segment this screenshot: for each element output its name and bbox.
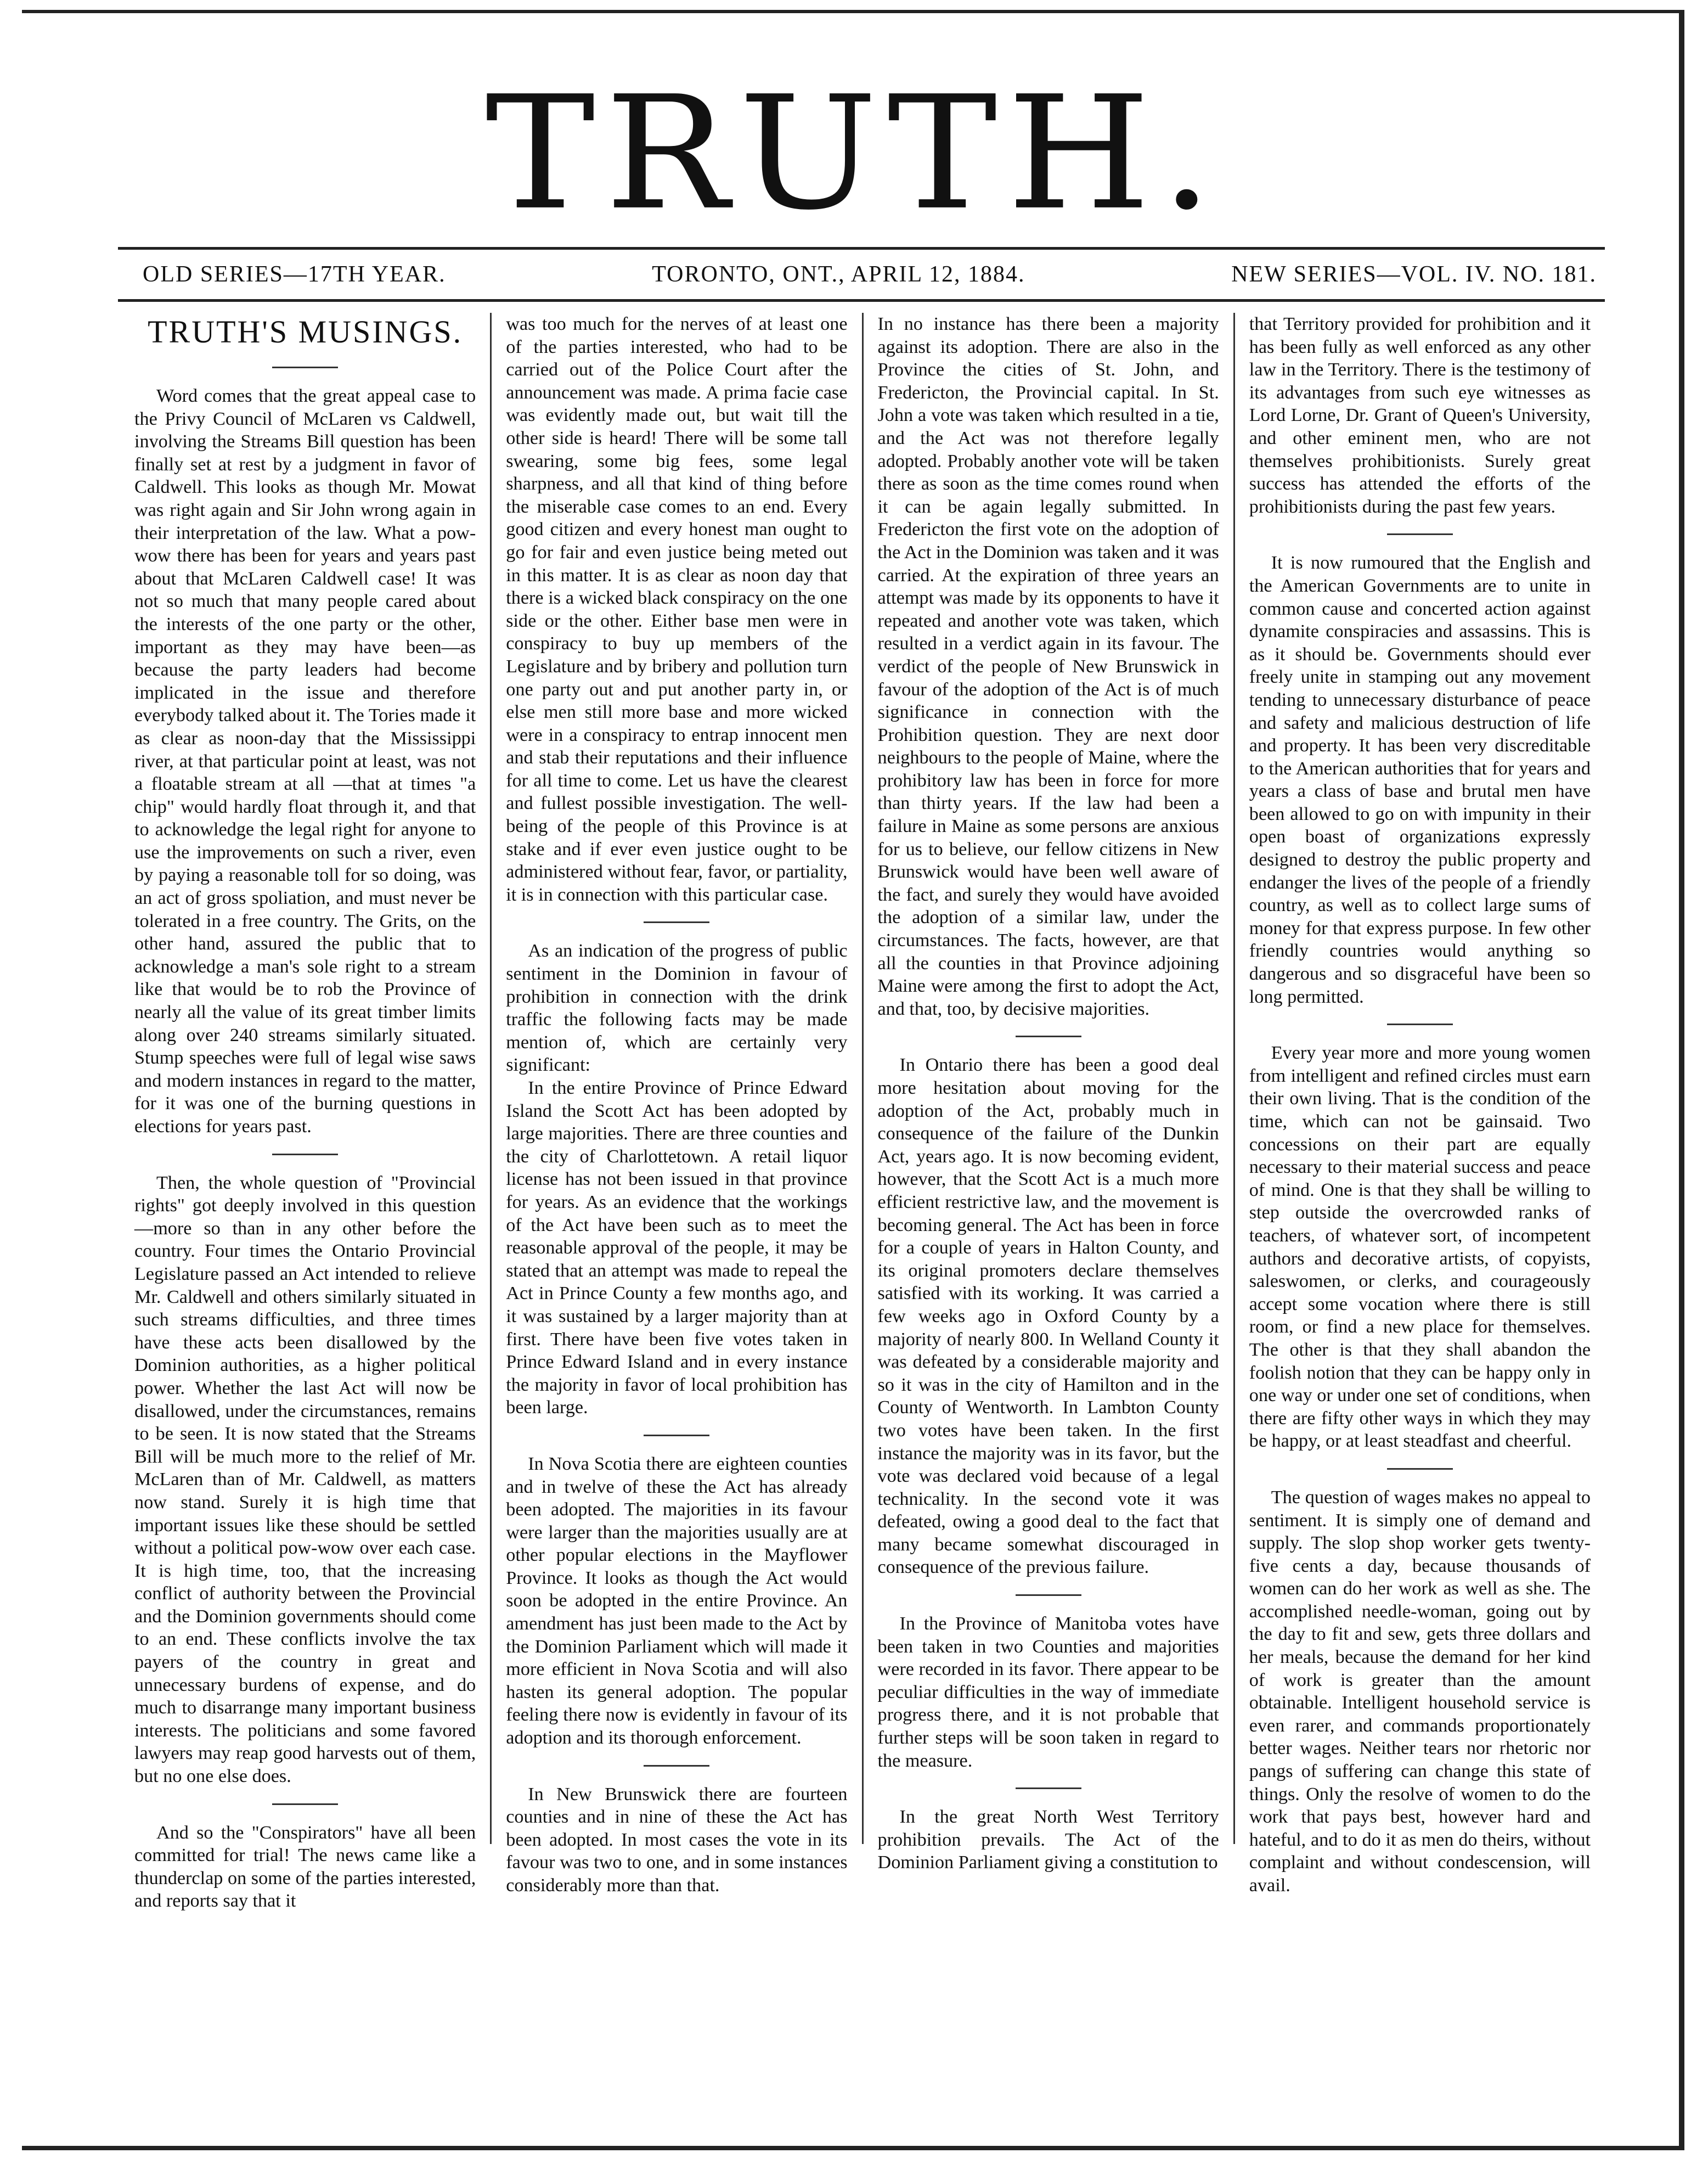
divider: [644, 1765, 709, 1767]
section-heading: TRUTH'S MUSINGS.: [148, 314, 463, 350]
divider: [272, 1803, 338, 1805]
article-paragraph: The question of wages makes no appeal to sentiment. It is simply one of demand and supply. The slop shop worker gets twenty-five cents a day, because thousands of women can do her work as well as she. The accomplished needle-woman, going out by the day to fit and sew, gets three dollars and her meals, because the demand for her kind of work is greater than the amount obtainable. Intelligent household service is even rarer, and commands proportionately better wages. Neither tears nor rhetoric nor pangs of suffering can change this state of things. Only the resolve of women to do the work that pays best, however hard and hateful, and to do it as men do theirs, without complaint and without condescension, will avail.: [1249, 1487, 1591, 1896]
article-paragraph: In the Province of Manitoba votes have been taken in two Counties and majorities were recorded in its favor. There appear to be peculiar difficulties in the way of immediate progress there, and it is not probable that further steps will be soon taken in regard to the measure.: [877, 1614, 1219, 1771]
column-1: [118, 313, 490, 1912]
divider: [1016, 1036, 1081, 1037]
article-paragraph: Word comes that the great appeal case to the Privy Council of McLaren vs Caldwell, involving the Streams Bill question has been finally set at rest by a judgment in favor of Caldwell. This looks as though Mr. Mowat was right again and Sir John wrong again in their interpretation of the law. What a pow-wow there has been for years and years past about that McLaren Caldwell case! It was not so much that many people cared about the interests of the one party or the other, important as they may have been—as because the party leaders had become implicated in the issue and therefore everybody talked about it. The Tories made it as clear as noon-day that the Mississippi river, at that particular point at least, was not a floatable stream at all —that at times "a chip" would hardly float through it, and that to acknowledge the legal right for anyone to use the improvements on such a river, even by paying a reasonable toll for so doing, was an act of gross spoliation, and must never be tolerated in a free country. The Grits, on the other hand, assured the public that to acknowledge a man's sole right to a stream like that would be to rob the Province of nearly all the value of its great timber limits along over 240 streams similarly situated. Stump speeches were full of legal wise saws and modern instances in regard to the matter, for it was one of the burning questions in elections for years past.: [134, 386, 476, 1137]
new-series-label: NEW SERIES—VOL. IV. NO. 181.: [1231, 262, 1597, 287]
masthead: [0, 62, 1708, 245]
article-paragraph: In Ontario there has been a good deal more hesitation about moving for the adoption of the Act, probably much in consequence of the failure of the Dunkin Act, years ago. It is now becoming evident, however, that the Scott Act is a much more efficient restrictive law, and the movement is becoming general. The Act has been in force for a couple of years in Halton County, and its original promoters declare themselves satisfied with its working. It was carried a few weeks ago in Oxford County by a majority of nearly 800. In Welland County it was defeated by a considerable majority and so it was in the city of Hamilton and in the County of Wentworth. In Lambton County two votes have been taken. In the first instance the majority was in its favor, but the vote was declared void because of a legal technicality. In the second vote it was defeated, owing a good deal to the fact that many became somewhat discouraged in consequence of the previous failure.: [877, 1055, 1219, 1578]
divider: [644, 1435, 709, 1436]
article-paragraph: In the entire Province of Prince Edward Island the Scott Act has been adopted by large majorities. There are three counties and the city of Charlottetown. A retail liquor license has not been issued in that province for years. As an evidence that the workings of the Act have been such as to meet the reasonable approval of the people, it may be stated that an attempt was made to repeal the Act in Prince County a few months ago, and it was sustained by a larger majority than at first. There have been five votes taken in Prince Edward Island and in every instance the majority in favor of local prohibition has been large.: [506, 1078, 848, 1418]
article-paragraph: As an indication of the progress of public sentiment in the Dominion in favour of prohibition in connection with the drink traffic the following facts may be made mention of, which are certainly very significant:: [506, 941, 848, 1076]
place-date-label: TORONTO, ONT., APRIL 12, 1884.: [652, 262, 1025, 287]
article-paragraph: was too much for the nerves of at least one of the parties interested, who had to be carried out of the Police Court after the announcement was made. A prima facie case was evidently made out, but wait till the other side is heard! There will be some tall swearing, some big fees, some legal sharpness, and all that kind of thing before the miserable case comes to an end. Every good citizen and every honest man ought to go for fair and even justice being meted out in this matter. It is as clear as noon day that there is a wicked black conspiracy on the one side or the other. Either base men were in conspiracy to buy up members of the Legislature and by bribery and pollution turn one party out and put another party in, or else men still more base and more wicked were in a conspiracy to entrap innocent men and stab their reputations and their influence for all time to come. Let us have the clearest and fullest possible investigation. The well-being of the people of this Province is at stake and if ever even justice ought to be administered without fear, favor, or partiality, it is in connection with this particular case.: [506, 314, 848, 905]
old-series-label: OLD SERIES—17TH YEAR.: [143, 262, 446, 287]
article-paragraph: In Nova Scotia there are eighteen counties and in twelve of these the Act has already been adopted. The majorities in its favour were larger than the majorities usually are at other popular elections in the Mayflower Province. It looks as though the Act would soon be adopted in the entire Province. An amendment has just been made to the Act by the Dominion Parliament which will made it more efficient in Nova Scotia and will also hasten its general adoption. The popular feeling there now is evidently in favour of its adoption and its thorough enforcement.: [506, 1453, 848, 1749]
article-paragraph: that Territory provided for prohibition and it has been fully as well enforced as any other law in the Territory. There is the testimony of its advantages from such eye witnesses as Lord Lorne, Dr. Grant of Queen's University, and other eminent men, who are not themselves prohibitionists. Surely great success has attended the efforts of the prohibitionists during the past few years.: [1249, 314, 1591, 517]
article-paragraph: In the great North West Territory prohibition prevails. The Act of the Dominion Parliament giving a constitution to: [877, 1807, 1219, 1873]
article-paragraph: Then, the whole question of "Provincial rights" got deeply involved in this question—more so than in any other before the country. Four times the Ontario Provincial Legislature passed an Act intended to relieve Mr. Caldwell and others similarly situated in such streams difficulties, and three times have these acts been disallowed by the Dominion authorities, as a higher political power. Whether the last Act will now be disallowed, under the circumstances, remains to be seen. It is now stated that the Streams Bill will be much more to the relief of Mr. McLaren than of Mr. Caldwell, as matters now stand. Surely it is high time that important issues like these should be settled without a political pow-wow over each case. It is high time, too, that the increasing conflict of authority between the Provincial and the Dominion governments should come to an end. These conflicts involve the tax payers of the country in great and unnecessary burdens of expense, and do much to disarrange many important business interests. The politicians and some favored lawyers may reap good harvests out of them, but no one else does.: [134, 1172, 476, 1787]
divider: [272, 1154, 338, 1155]
article-paragraph: In no instance has there been a majority against its adoption. There are also in the Province the cities of St. John, and Fredericton, the Provincial capital. In St. John a vote was taken which resulted in a tie, and the Act was not therefore legally adopted. Probably another vote will be taken there as soon as the time comes round when it can be again legally submitted. In Fredericton the first vote on the adoption of the Act in the Dominion was taken and it was carried. At the expiration of three years an attempt was made by its opponents to have it repeated and another vote was taken, which resulted in a verdict again in its favour. The verdict of the people of New Brunswick in favour of the adoption of the Act is of much significance in connection with the Prohibition question. They are next door neighbours to the people of Maine, where the prohibitory law has been in force for more than thirty years. If the law had been a failure in Maine as some persons are anxious for us to believe, our fellow citizens in New Brunswick would have been well aware of the fact, and surely they would have avoided the adoption of a similar law, under the circumstances. The facts, however, are that all the counties in that Province adjoining Maine were among the first to adopt the Act, and that, too, by decisive majorities.: [877, 314, 1219, 1019]
divider: [1387, 533, 1453, 535]
dateline-rule-top: [118, 247, 1605, 250]
divider: [1387, 1024, 1453, 1025]
column-3: [862, 313, 1233, 1873]
divider: [1387, 1468, 1453, 1470]
newspaper-title: TRUTH.: [485, 62, 1223, 245]
divider: [644, 921, 709, 923]
column-2: [490, 313, 861, 1896]
article-paragraph: And so the "Conspirators" have all been committed for trial! The news came like a thunderclap on some of the parties interested, and reports say that it: [134, 1822, 476, 1912]
divider: [1016, 1594, 1081, 1596]
column-4: [1233, 313, 1605, 1896]
article-paragraph: Every year more and more young women from intelligent and refined circles must earn their own living. That is the condition of the time, which can not be gainsaid. Two concessions on their part are equally necessary to their material success and peace of mind. One is that they shall be willing to step outside the overcrowded ranks of teachers, of whatever sort, of incompetent authors and decorative artists, of copyists, saleswomen, or clerks, and courageously accept some vocation where there is still room, or find a new place for themselves. The other is that they shall abandon the foolish notion that they can be happy only in one way or under one set of conditions, when there are fifty other ways in which they may be happy, or at least steadfast and cheerful.: [1249, 1043, 1591, 1452]
divider: [1016, 1787, 1081, 1789]
article-paragraph: It is now rumoured that the English and the American Governments are to unite in common cause and concerted action against dynamite conspiracies and assassins. This is as it should be. Governments should ever freely unite in stamping out any movement tending to unnecessary disturbance of peace and safety and malicious destruction of life and property. It has been very discreditable to the American authorities that for years and years a class of base and brutal men have been allowed to go on with impunity in their open boast of organizations expressly designed to destroy the public property and endanger the lives of the people of a friendly country, as well as to collect large sums of money for that express purpose. In few other friendly countries would anything so dangerous and so disgraceful have been so long permitted.: [1249, 553, 1591, 1007]
dateline: [143, 258, 1597, 291]
divider: [272, 367, 338, 368]
article-columns: [118, 313, 1605, 1912]
article-paragraph: In New Brunswick there are fourteen counties and in nine of these the Act has been adopted. In most cases the vote in its favour was two to one, and in some instances considerably more than that.: [506, 1784, 848, 1896]
dateline-rule-bottom: [118, 299, 1605, 302]
